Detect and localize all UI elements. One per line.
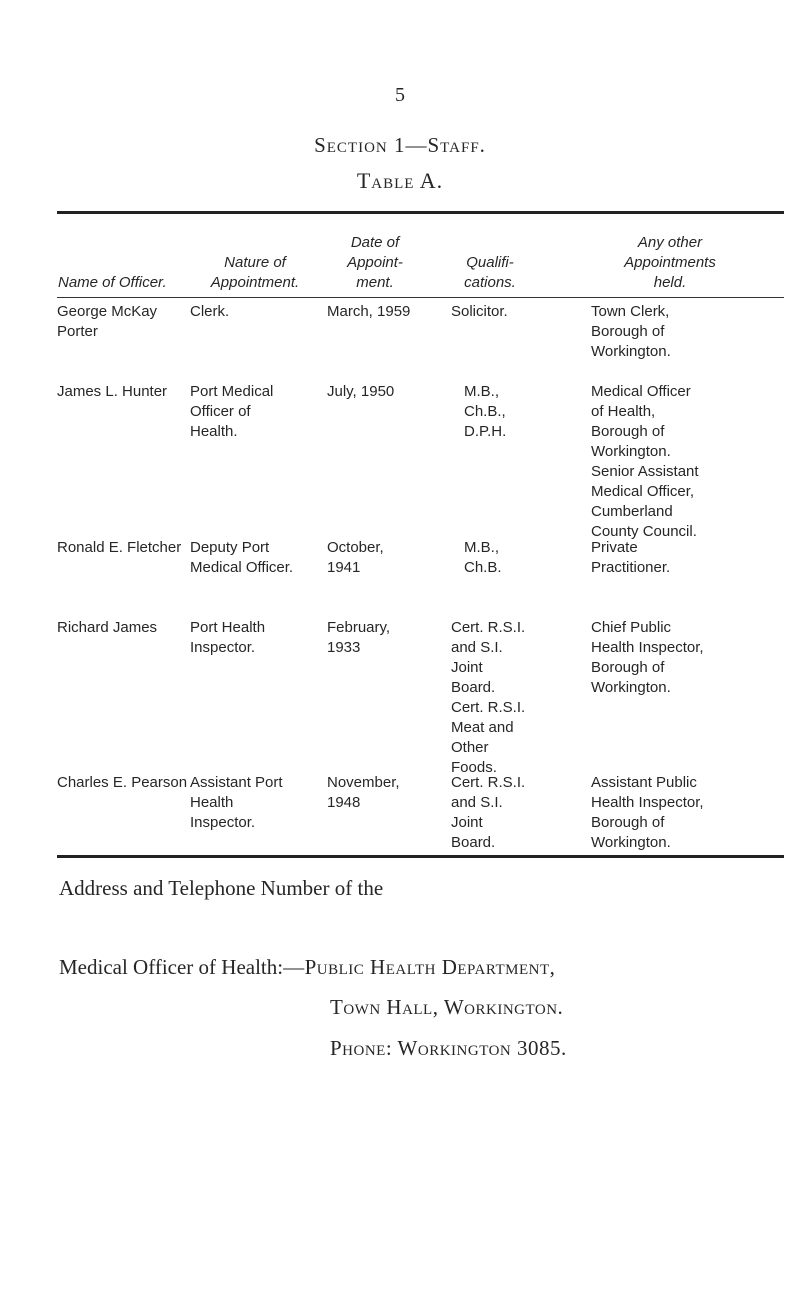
other-appointments: Medical Officer of Health, Borough of Workington. Senior Assistant Medical Officer, Cumberland County Council. bbox=[591, 383, 699, 540]
officer-name: George McKay Porter bbox=[57, 303, 158, 340]
appointment-nature: Port Health Inspector. bbox=[190, 619, 266, 656]
appointment-date: March, 1959 bbox=[327, 303, 411, 320]
appointment-date: October, 1941 bbox=[327, 539, 384, 576]
table-top-rule bbox=[57, 211, 784, 214]
appointment-nature: Clerk. bbox=[190, 303, 230, 320]
department-name: —Public Health Department, bbox=[283, 955, 556, 979]
header-name: Name of Officer. bbox=[58, 274, 167, 291]
qualifications: Solicitor. bbox=[451, 303, 508, 320]
page-number: 5 bbox=[395, 84, 405, 106]
appointment-date: November, 1948 bbox=[327, 774, 400, 811]
appointment-nature: Deputy Port Medical Officer. bbox=[190, 539, 294, 576]
header-date: Date of Appoint- ment. bbox=[347, 234, 403, 291]
header-nature: Nature of Appointment. bbox=[210, 254, 300, 291]
header-rule bbox=[57, 297, 784, 298]
other-appointments: Chief Public Health Inspector, Borough of Workington. bbox=[591, 619, 704, 696]
appointment-nature: Assistant Port Health Inspector. bbox=[190, 774, 283, 831]
qualifications: Cert. R.S.I. and S.I. Joint Board. bbox=[451, 774, 526, 851]
other-appointments: Assistant Public Health Inspector, Borough of Workington. bbox=[591, 774, 704, 851]
qualifications: Cert. R.S.I. and S.I. Joint Board. Cert. R.S.I. Meat and Other Foods. bbox=[451, 619, 526, 776]
appointment-date: July, 1950 bbox=[327, 383, 395, 400]
qualifications: M.B., Ch.B., D.P.H. bbox=[464, 383, 507, 440]
officer-name: Charles E. Pearson bbox=[57, 774, 188, 791]
officer-name: Richard James bbox=[57, 619, 158, 636]
officer-name: James L. Hunter bbox=[57, 383, 168, 400]
header-other-appointments: Any other Appointments held. bbox=[624, 234, 716, 291]
appointment-date: February, 1933 bbox=[327, 619, 391, 656]
appointment-nature: Port Medical Officer of Health. bbox=[190, 383, 274, 440]
section-title: Section 1—Staff. bbox=[314, 133, 486, 157]
header-qualifications: Qualifi- cations. bbox=[464, 254, 516, 291]
other-appointments: Private Practitioner. bbox=[591, 539, 671, 576]
address-line-town-hall: Town Hall, Workington. bbox=[330, 995, 564, 1019]
qualifications: M.B., Ch.B. bbox=[464, 539, 502, 576]
table-title: Table A. bbox=[356, 168, 444, 193]
officer-name: Ronald E. Fletcher bbox=[57, 539, 182, 556]
table-bottom-rule bbox=[57, 855, 784, 858]
address-label: Medical Officer of Health: bbox=[59, 955, 284, 979]
address-heading: Address and Telephone Number of the bbox=[59, 876, 384, 900]
phone-line: Phone: Workington 3085. bbox=[330, 1036, 567, 1060]
other-appointments: Town Clerk, Borough of Workington. bbox=[591, 303, 671, 360]
address-line-department bbox=[59, 955, 555, 980]
